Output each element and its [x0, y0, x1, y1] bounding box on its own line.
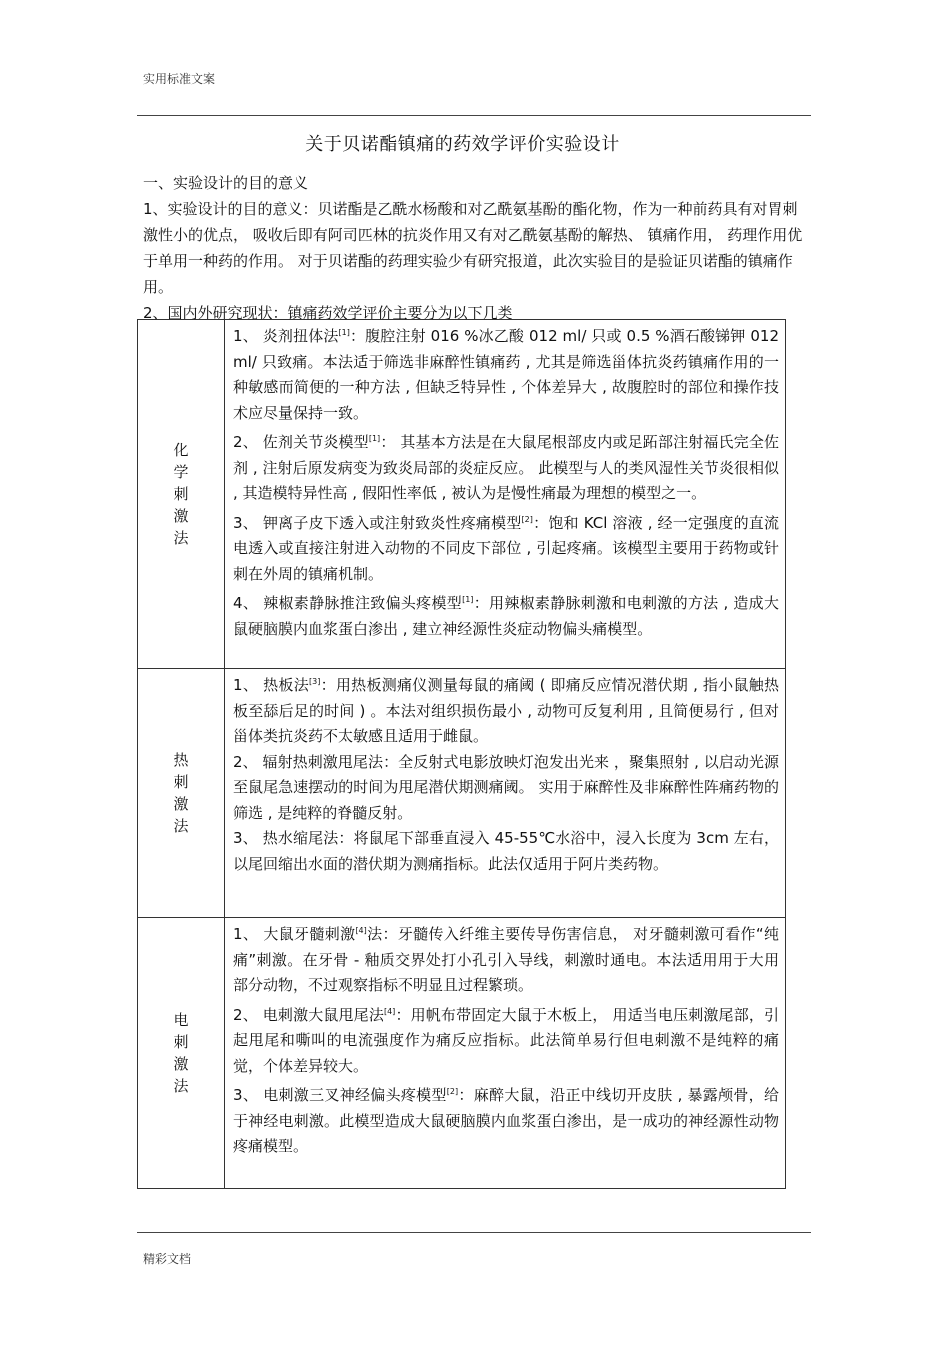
- page-footer-label: 精彩文档: [143, 1252, 192, 1266]
- citation-ref: [2]: [521, 514, 533, 524]
- header-rule: [137, 115, 811, 116]
- citation-ref: [1]: [462, 595, 474, 604]
- method-item: 3、 电刺激三叉神经偏头疼模型[2]：麻醉大鼠，沿正中线切开皮肤 , 暴露颅骨，给于神经电刺激。此模型造成大鼠硬脑膜内血浆蛋白渗出，是一成功的神经源性动物疼痛模型。: [233, 1086, 779, 1155]
- method-item: 3、 热水缩尾法：将鼠尾下部垂直浸入 45-55℃水浴中，浸入长度为 3cm 左右，以尾回缩出水面的潜伏期为测痛指标。此法仅适用于阿片类药物。: [233, 829, 779, 873]
- footer-rule: [137, 1232, 811, 1233]
- method-item: 2、 辐射热刺激甩尾法：全反射式电影放映灯泡发出光来 ，聚集照射 , 以启动光源至鼠尾急速摆动的时间为甩尾潜伏期测痛阈。 实用于麻醉性及非麻醉性阵痛药物的筛选 , 是纯粹的脊髓反射。: [233, 752, 779, 822]
- table-row: [138, 320, 786, 669]
- document-title: 关于贝诺酯镇痛的药效学评价实验设计: [305, 134, 620, 155]
- category-label: 热刺激法: [173, 751, 189, 835]
- research-status-line: 2、国内外研究现状：镇痛药效学评价主要分为以下几类: [143, 304, 513, 322]
- citation-ref: [1]: [338, 328, 350, 337]
- content-cell: [225, 320, 786, 669]
- purpose-paragraph: 1、实验设计的目的意义：贝诺酯是乙酰水杨酸和对乙酰氨基酚的酯化物，作为一种前药具有对胃刺激性小的优点， 吸收后即有阿司匹林的抗炎作用又有对乙酰氨基酚的解热、 镇痛作用， 药理作用优于单用一种药的作用。 对于贝诺酯的药理实验少有研究报道，此次实验目的是验证贝诺酯的镇痛作用。: [143, 200, 803, 296]
- citation-ref: [3]: [309, 677, 321, 686]
- table-row: [138, 669, 786, 918]
- category-label: 化学刺激法: [173, 441, 189, 547]
- method-item: 1、 大鼠牙髓刺激[4]法：牙髓传入纤维主要传导伤害信息， 对牙髓刺激可看作“纯痛”刺激。在牙骨 - 釉质交界处打小孔引入导线，刺激时通电。本法适用用于大用部分动物，不过观察指标不明显且过程繁琐。: [233, 925, 780, 994]
- category-label: 电刺激法: [173, 1011, 189, 1095]
- citation-ref: [1]: [368, 434, 381, 443]
- table-row: [138, 918, 786, 1189]
- method-item: 3、 钾离子皮下透入或注射致炎性疼痛模型[2]：饱和 KCl 溶液 , 经一定强度的直流电透入或直接注射进入动物的不同皮下部位 , 引起疼痛。该模型主要用于药物或针刺在外周的镇痛机制。: [233, 513, 779, 583]
- category-cell: [138, 918, 225, 1189]
- method-item: 2、 电刺激大鼠甩尾法[4]：用帆布带固定大鼠于木板上， 用适当电压刺激尾部，引起甩尾和嘶叫的电流强度作为痛反应指标。此法简单易行但电刺激不是纯粹的痛觉，个体差异较大。: [233, 1005, 779, 1075]
- category-cell: [138, 669, 225, 918]
- method-item: 1、 热板法[3]：用热板测痛仪测量每鼠的痛阈 ( 即痛反应情况潜伏期 , 指小鼠触热板至舔后足的时间 ) 。本法对组织损伤最小 , 动物可反复利用 , 且简便易行 , 但对甾体类抗炎药不太敏感且适用于雌鼠。: [233, 676, 779, 745]
- methods-table: [137, 319, 786, 1189]
- citation-ref: [4]: [383, 1006, 396, 1016]
- method-item: 1、 炎剂扭体法[1]：腹腔注射 016 %冰乙酸 012 ml/ 只或 0.5 %酒石酸锑钾 012 ml/ 只致痛。本法适于筛选非麻醉性镇痛药 , 尤其是筛选甾体抗炎药镇痛作用的一种敏感而简便的一种方法 , 但缺乏特异性 , 个体差异大 , 故腹腔时的部位和操作技术应尽量保持一致。: [233, 327, 779, 422]
- intro-section: [143, 170, 803, 326]
- category-cell: [138, 320, 225, 669]
- page-header-label: 实用标准文案: [143, 72, 216, 86]
- section-heading: 一、实验设计的目的意义: [143, 174, 309, 192]
- citation-ref: [4]: [355, 926, 367, 935]
- method-item: 4、 辣椒素静脉推注致偏头疼模型[1]：用辣椒素静脉刺激和电刺激的方法 , 造成大鼠硬脑膜内血浆蛋白渗出 , 建立神经源性炎症动物偏头痛模型。: [233, 594, 779, 638]
- content-cell: [225, 669, 786, 918]
- method-item: 2、 佐剂关节炎模型[1]： 其基本方法是在大鼠尾根部皮内或足跖部注射福氏完全佐剂 , 注射后原发病变为致炎局部的炎症反应。 此模型与人的类风湿性关节炎很相似 , 其造模特异性高 , 假阳性率低 , 被认为是慢性痛最为理想的模型之一。: [233, 433, 780, 502]
- content-cell: [225, 918, 786, 1189]
- citation-ref: [2]: [446, 1087, 459, 1096]
